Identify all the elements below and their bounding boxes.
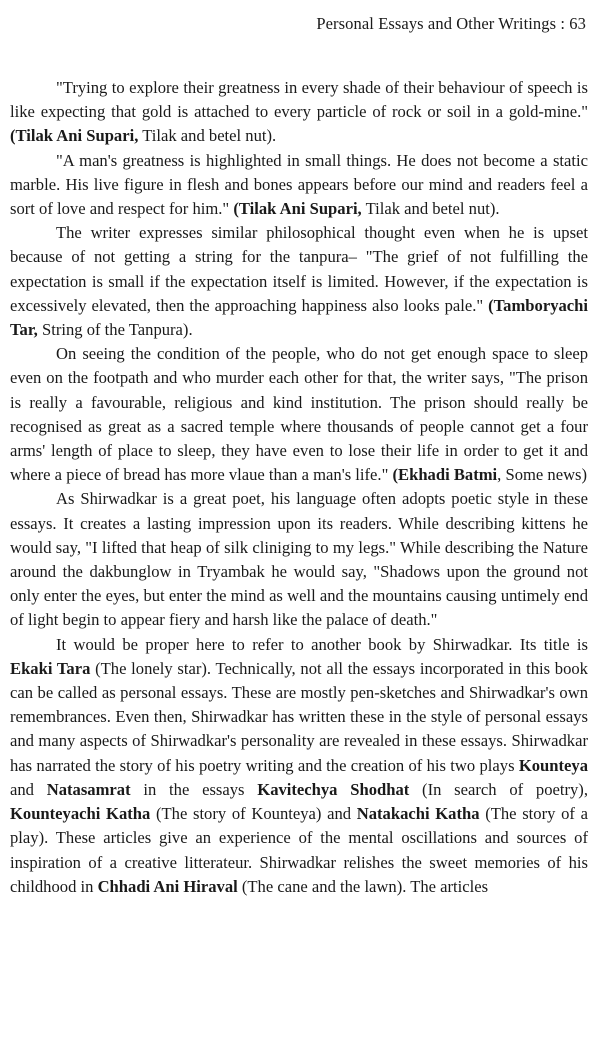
bold-title-run: (Tilak Ani Supari, — [233, 199, 362, 219]
text-run: (In search of poetry), — [409, 779, 588, 799]
bold-title-run: Ekaki Tara — [10, 658, 91, 678]
text-run: It would be proper here to refer to another book by Shirwadkar. Its title is — [56, 634, 588, 654]
bold-title-run: Kavitechya Shodhat — [257, 779, 410, 799]
bold-title-run: Kounteya — [518, 755, 588, 775]
text-run: On seeing the condition of the people, who do not get enough space to sleep even on the footpath and who murder each other for that, the writer says, "The prison is really a favourable, religious and kind institution. The prison should really be recognised as great as a sacred temple where thousands of people cannot get a four arms' length of place to sleep, they have even to lose their life in order to get it and where a piece of bread has more vlaue than a man's life." — [10, 344, 588, 485]
paragraph — [10, 221, 588, 342]
running-header: Personal Essays and Other Writings : 63 — [316, 14, 586, 33]
text-run: Tilak and betel nut). — [138, 126, 277, 146]
text-run: (The story of a play). These articles give an experience of the mental oscillations and sources of inspiration of a creative litterateur. Shirwadkar relishes the sweet memories of his childhood in — [10, 804, 588, 896]
text-run: , Some news) — [497, 465, 588, 485]
bold-title-run: Chhadi Ani Hiraval — [97, 876, 238, 896]
paragraph — [10, 342, 588, 487]
text-run: in the essays — [130, 779, 258, 799]
body-text — [10, 76, 588, 899]
bold-title-run: (Ekhadi Batmi — [392, 465, 498, 485]
bold-title-run: (Tilak Ani Supari, — [10, 126, 139, 146]
paragraph — [10, 149, 588, 222]
text-run: String of the Tanpura). — [37, 320, 193, 340]
bold-title-run: (Tamboryachi Tar, — [10, 295, 588, 340]
text-run: (The cane and the lawn). The articles — [237, 876, 489, 896]
paragraph — [10, 487, 588, 632]
bold-title-run: Natakachi Katha — [356, 804, 480, 824]
text-run: (The lonely star). Technically, not all the essays incorporated in this book can be called as personal essays. These are mostly pen-sketches and Shirwadkar's own remembrances. Even then, Shirwadkar has written these in the style of personal essays and many aspects of Shirwadkar's personality are revealed in these essays. Shirwadkar has narrated the story of his poetry writing and the creation of his two plays — [10, 658, 588, 775]
bold-title-run: Natasamrat — [46, 779, 131, 799]
text-run: "A man's greatness is highlighted in small things. He does not become a static marble. His live figure in flesh and bones appears before our mind and readers feel a sort of love and respect for him." — [10, 150, 588, 219]
text-run: As Shirwadkar is a great poet, his language often adopts poetic style in these essays. It creates a lasting impression upon its readers. While describing kittens he would say, "I lifted that heap of silk cliniging to my legs." While describing the Nature around the dakbunglow in Tryambak he would say, "Shadows upon the ground not only enter the eyes, but enter the mind as well and the mountains causing untimely end of light begin to appear fiery and harsh like the palace of death." — [10, 489, 588, 630]
paragraph — [10, 76, 588, 149]
text-run: Tilak and betel nut). — [361, 199, 500, 219]
text-run: The writer expresses similar philosophical thought even when he is upset because of not getting a string for the tanpura– "The grief of not fulfilling the expectation is small if the expectation itself is limited. However, if the expectation is excessively elevated, then the approaching happiness also looks pale." — [10, 223, 588, 315]
text-run: "Trying to explore their greatness in every shade of their behaviour of speech is like expecting that gold is attached to every particle of rock or soil in a gold-mine." — [10, 78, 588, 122]
text-run: and — [10, 779, 47, 799]
bold-title-run: Kounteyachi Katha — [10, 804, 151, 824]
paragraph — [10, 633, 588, 899]
text-run: (The story of Kounteya) and — [150, 804, 357, 824]
